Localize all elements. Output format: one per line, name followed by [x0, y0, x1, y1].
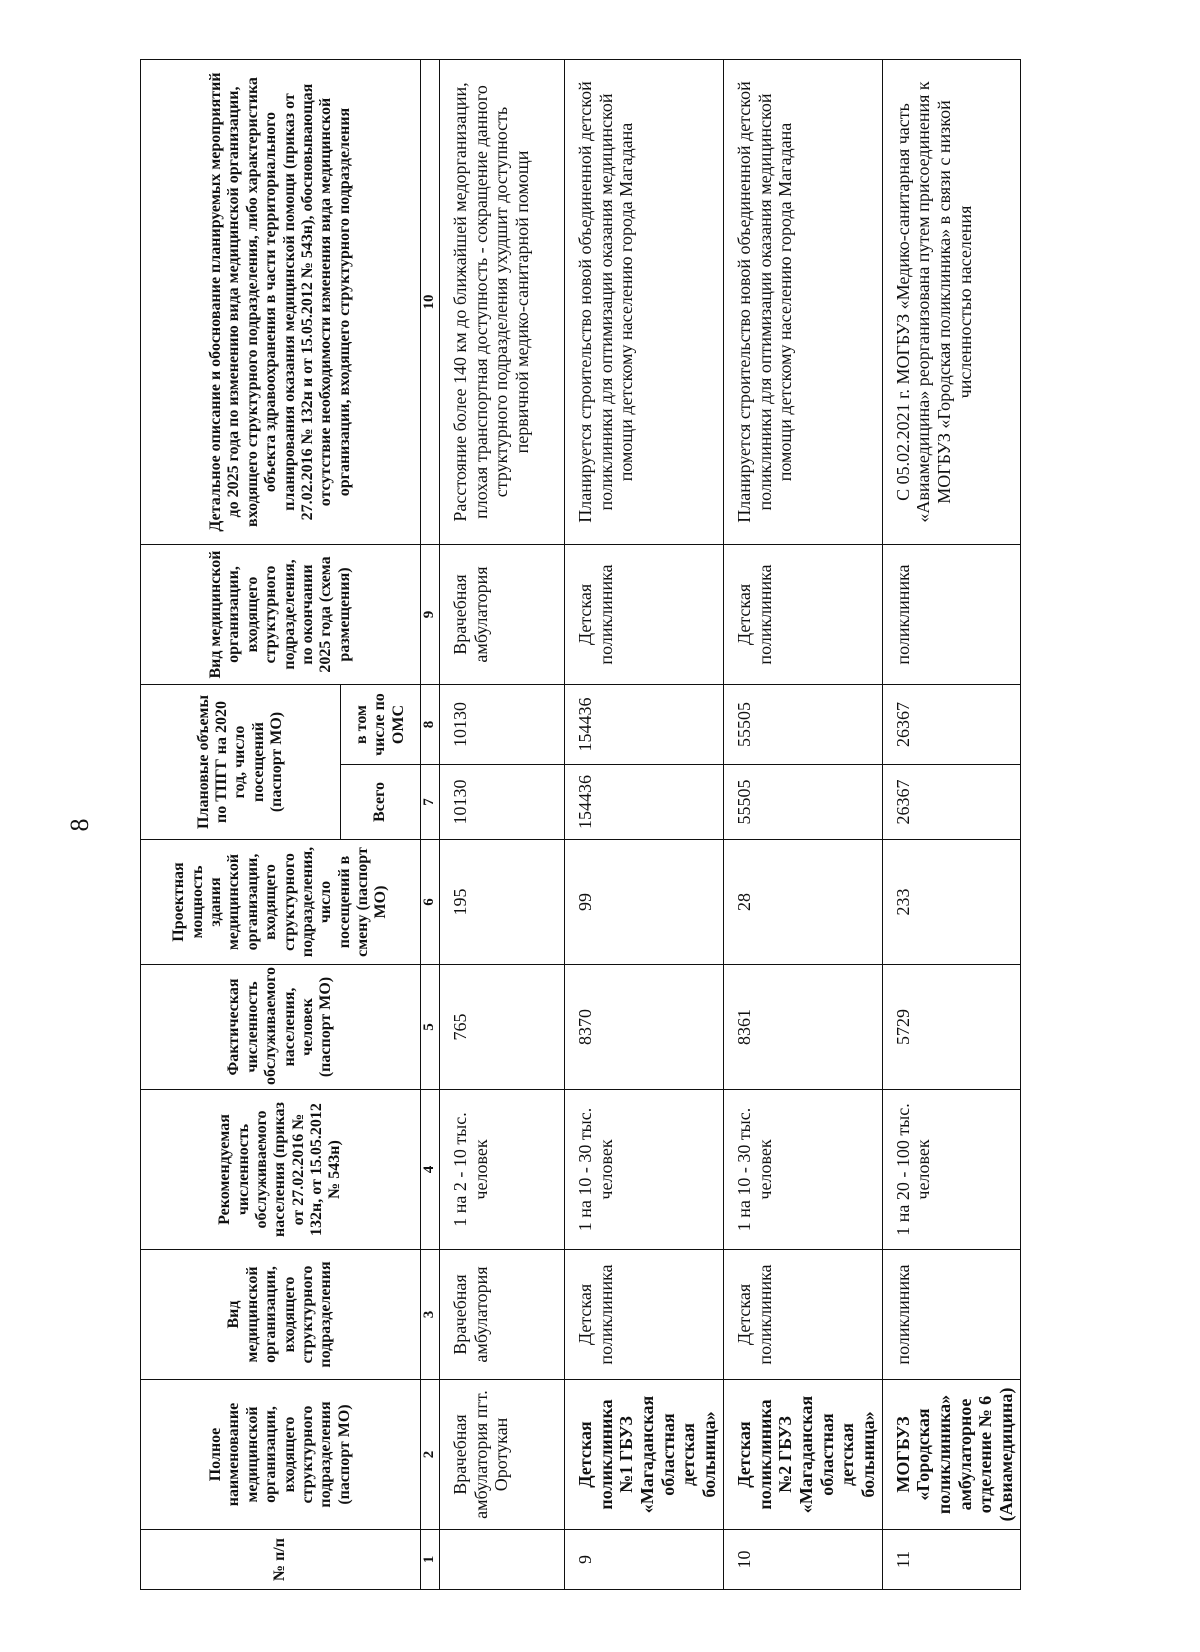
row-number — [440, 1530, 565, 1590]
actual-population: 8370 — [565, 965, 724, 1090]
design-capacity: 99 — [565, 840, 724, 965]
planned-oms: 10130 — [440, 685, 565, 765]
org-type-2025: Врачебная амбулатория — [440, 545, 565, 685]
actual-population: 8361 — [723, 965, 882, 1090]
planned-oms: 154436 — [565, 685, 724, 765]
header-description: Детальное описание и обоснование планируемых мероприятий до 2025 года по изменению вида медицинской организации, входящего структурного подразделения, либо характеристика объекта здравоохранения в части территориального планирования оказания медицинской помощи (приказ от 27.02.2016 № 132н и от 15.05.2012 № 543н), обосновывающая отсутствие необходимости изменения вида медицинской организации, входящего структурного подразделения — [141, 60, 421, 545]
org-type-2025: поликлиника — [882, 545, 1020, 685]
header-oms: в том числе по ОМС — [341, 685, 421, 765]
row-number: 9 — [565, 1530, 724, 1590]
design-capacity: 28 — [723, 840, 882, 965]
page-number: 8 — [65, 818, 94, 832]
actual-population: 765 — [440, 965, 565, 1090]
table-row — [723, 60, 882, 1590]
recommended-population: 1 на 20 - 100 тыс. человек — [882, 1090, 1020, 1250]
planned-total: 26367 — [882, 765, 1020, 840]
recommended-population: 1 на 2 - 10 тыс. человек — [440, 1090, 565, 1250]
planned-total: 55505 — [723, 765, 882, 840]
header-actual-population: Фактическая численность обслуживаемого населения, человек (паспорт МО) — [141, 965, 421, 1090]
recommended-population: 1 на 10 - 30 тыс. человек — [565, 1090, 724, 1250]
header-recommended-population: Рекомендуемая численность обслуживаемого населения (приказ от 27.02.2016 № 132н, от 15.05.2012 № 543н) — [141, 1090, 421, 1250]
planned-oms: 26367 — [882, 685, 1020, 765]
column-numbers-row — [421, 60, 440, 1590]
design-capacity: 195 — [440, 840, 565, 965]
medical-organizations-table — [140, 59, 1021, 1590]
org-name: МОГБУЗ «Городская поликлиника» амбулаторное отделение № 6 (Авиамедицина) — [882, 1380, 1020, 1530]
column-number: 9 — [421, 545, 440, 685]
header-org-type: Вид медицинской организации, входящего структурного подразделения — [141, 1250, 421, 1380]
column-number: 7 — [421, 765, 440, 840]
column-number: 8 — [421, 685, 440, 765]
planned-total: 154436 — [565, 765, 724, 840]
org-type-2025: Детская поликлиника — [565, 545, 724, 685]
header-planned-volumes: Плановые объемы по ТПГГ на 2020 год, число посещений (паспорт МО) — [141, 685, 341, 840]
planned-total: 10130 — [440, 765, 565, 840]
table-row — [440, 60, 565, 1590]
header-design-capacity: Проектная мощность здания медицинской организации, входящего структурного подразделения, число посещений в смену (паспорт МО) — [141, 840, 421, 965]
header-full-name: Полное наименование медицинской организации, входящего структурного подразделения (паспорт МО) — [141, 1380, 421, 1530]
org-name: Детская поликлиника №1 ГБУЗ «Магаданская областная детская больница» — [565, 1380, 724, 1530]
org-type: поликлиника — [882, 1250, 1020, 1380]
org-type: Детская поликлиника — [723, 1250, 882, 1380]
header-org-type-2025: Вид медицинской организации, входящего структурного подразделения, по окончании 2025 года (схема размещения) — [141, 545, 421, 685]
org-type-2025: Детская поликлиника — [723, 545, 882, 685]
column-number: 6 — [421, 840, 440, 965]
design-capacity: 233 — [882, 840, 1020, 965]
table-row — [882, 60, 1020, 1590]
org-name: Врачебная амбулатория пгт. Оротукан — [440, 1380, 565, 1530]
org-type: Детская поликлиника — [565, 1250, 724, 1380]
row-number: 11 — [882, 1530, 1020, 1590]
column-number: 1 — [421, 1530, 440, 1590]
rotated-document-page — [65, 60, 1017, 1590]
description: Расстояние более 140 км до ближайшей медорганизации, плохая транспортная доступность - сокращение данного структурного подразделения ухудшит доступность первичной медико-санитарной помощи — [440, 60, 565, 545]
description: Планируется строительство новой объединенной детской поликлиники для оптимизации оказания медицинской помощи детскому населению города Магадана — [723, 60, 882, 545]
header-total: Всего — [341, 765, 421, 840]
planned-oms: 55505 — [723, 685, 882, 765]
description: Планируется строительство новой объединенной детской поликлиники для оптимизации оказания медицинской помощи детскому населению города Магадана — [565, 60, 724, 545]
recommended-population: 1 на 10 - 30 тыс. человек — [723, 1090, 882, 1250]
column-number: 2 — [421, 1380, 440, 1530]
column-number: 3 — [421, 1250, 440, 1380]
table-row — [565, 60, 724, 1590]
org-name: Детская поликлиника №2 ГБУЗ «Магаданская областная детская больница» — [723, 1380, 882, 1530]
header-number: № п/п — [141, 1530, 421, 1590]
column-number: 10 — [421, 60, 440, 545]
actual-population: 5729 — [882, 965, 1020, 1090]
column-number: 5 — [421, 965, 440, 1090]
org-type: Врачебная амбулатория — [440, 1250, 565, 1380]
description: С 05.02.2021 г. МОГБУЗ «Медико-санитарная часть «Авиамедицина» реорганизована путем присоединения к МОГБУЗ «Городская поликлиника» в связи с низкой численностью населения — [882, 60, 1020, 545]
row-number: 10 — [723, 1530, 882, 1590]
column-number: 4 — [421, 1090, 440, 1250]
